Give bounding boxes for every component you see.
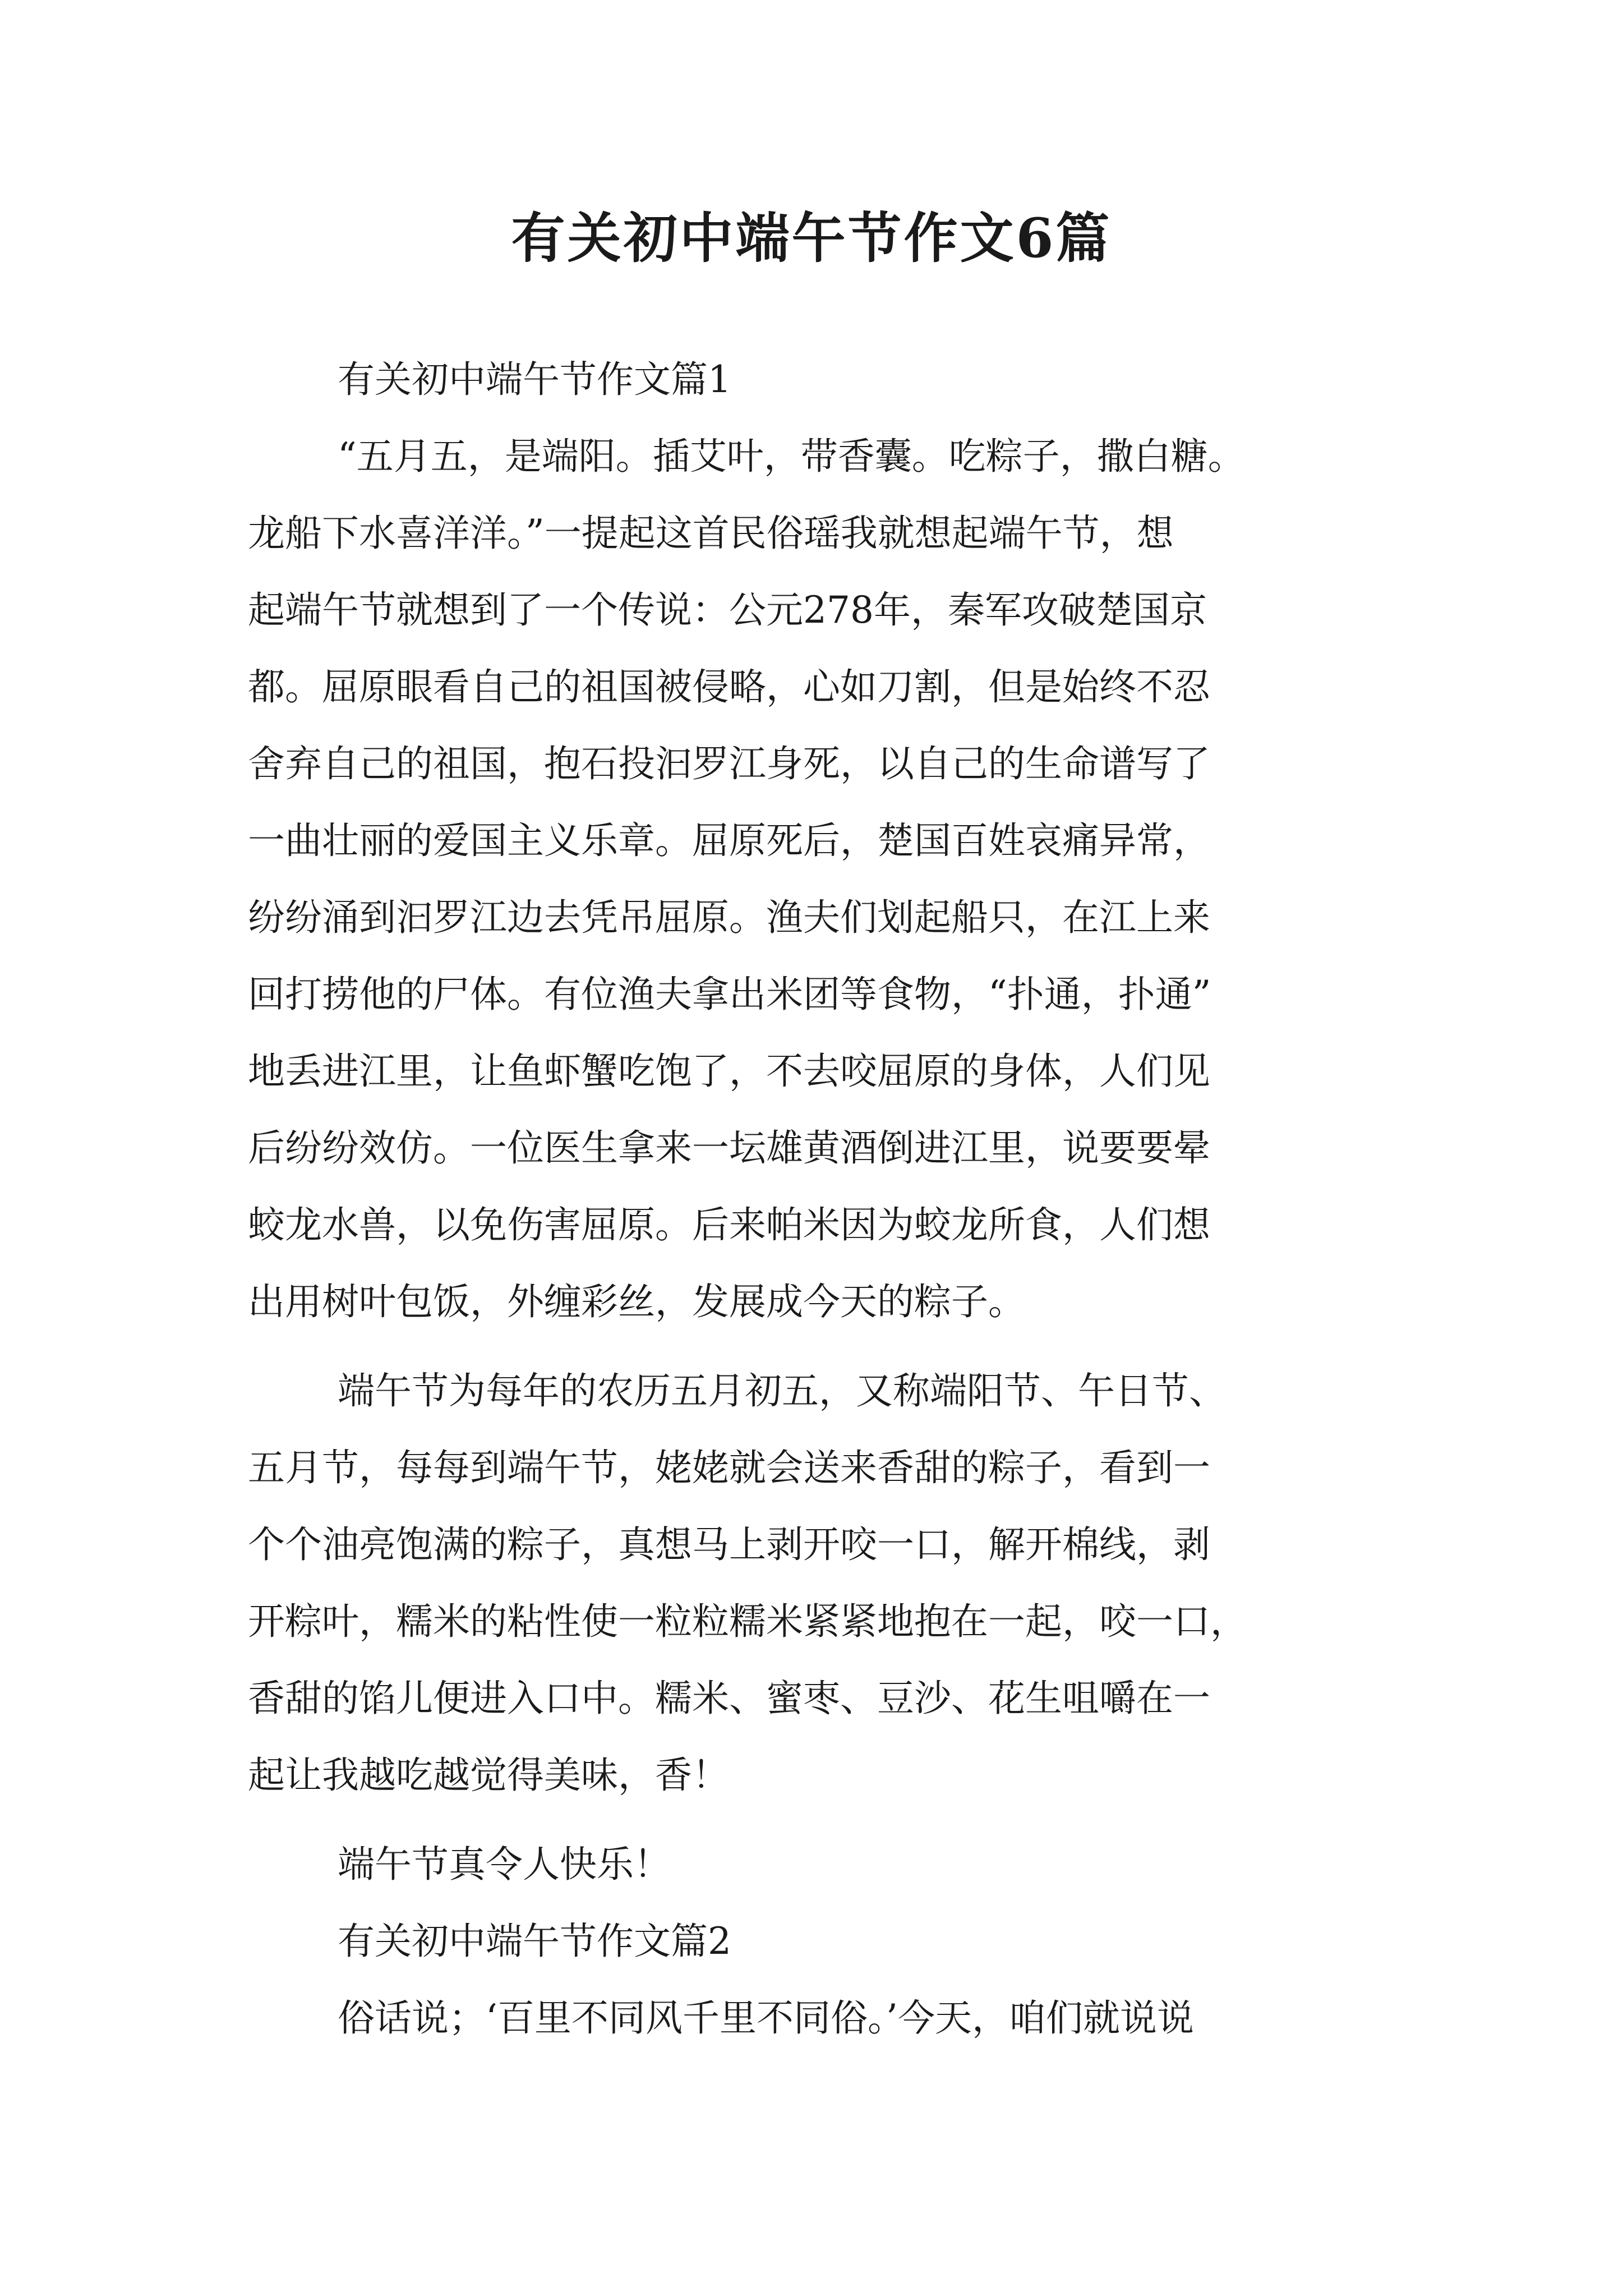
section-heading: 有关初中端午节作文篇2 — [338, 1920, 731, 1963]
paragraph-line: 都。屈原眼看自己的祖国被侵略，心如刀割，但是始终不忍 — [248, 665, 1210, 708]
paragraph-line: 香甜的馅儿便进入口中。糯米、蜜枣、豆沙、花生咀嚼在一 — [248, 1677, 1210, 1720]
paragraph — [248, 1352, 1375, 1814]
paragraph — [248, 1826, 1375, 1903]
section-heading: 有关初中端午节作文篇1 — [338, 358, 731, 401]
paragraph-line: 纷纷涌到汩罗江边去凭吊屈原。渔夫们划起船只，在江上来 — [248, 896, 1210, 939]
paragraph-line: 个个油亮饱满的粽子，真想马上剥开咬一口，解开棉线，剥 — [248, 1523, 1210, 1566]
paragraph-line: 蛟龙水兽，以免伤害屈原。后来帕米因为蛟龙所食，人们想 — [248, 1203, 1210, 1246]
paragraph-line: 一曲壮丽的爱国主义乐章。屈原死后，楚国百姓哀痛异常， — [248, 819, 1210, 862]
paragraph-line: 龙船下水喜洋洋。”一提起这首民俗瑶我就想起端午节，想 — [248, 512, 1174, 555]
paragraph-line: 俗话说；‘百里不同风千里不同俗。’今天，咱们就说说 — [338, 1996, 1194, 2040]
paragraph — [248, 418, 1375, 1340]
paragraph-line: 出用树叶包饭，外缠彩丝，发展成今天的粽子。 — [248, 1280, 1025, 1323]
paragraph-line: 五月节，每每到端午节，姥姥就会送来香甜的粽子，看到一 — [248, 1446, 1210, 1489]
paragraph-line: 端午节真令人快乐！ — [338, 1843, 671, 1886]
document-body — [248, 341, 1375, 2056]
paragraph-line: 开粽叶，糯米的粘性使一粒粒糯米紧紧地抱在一起，咬一口， — [248, 1600, 1247, 1643]
paragraph-line: 后纷纷效仿。一位医生拿来一坛雄黄酒倒进江里，说要要晕 — [248, 1126, 1210, 1170]
paragraph-line: 起端午节就想到了一个传说：公元278年，秦军攻破楚国京 — [248, 588, 1207, 632]
paragraph-line: 回打捞他的尸体。有位渔夫拿出米团等食物，“扑通，扑通” — [248, 973, 1211, 1016]
paragraph-line: 舍弃自己的祖国，抱石投汩罗江身死，以自己的生命谱写了 — [248, 742, 1210, 785]
paragraph — [248, 1980, 1375, 2056]
paragraph-line: 端午节为每年的农历五月初五，又称端阳节、午日节、 — [338, 1369, 1226, 1412]
paragraph-line: “五月五，是端阳。插艾叶，带香囊。吃粽子，撒白糖。 — [338, 435, 1245, 478]
paragraph-line: 地丢进江里，让鱼虾蟹吃饱了，不去咬屈原的身体，人们见 — [248, 1050, 1210, 1093]
paragraph-line: 起让我越吃越觉得美味，香！ — [248, 1754, 729, 1797]
document-title: 有关初中端午节作文6篇 — [511, 206, 1112, 270]
